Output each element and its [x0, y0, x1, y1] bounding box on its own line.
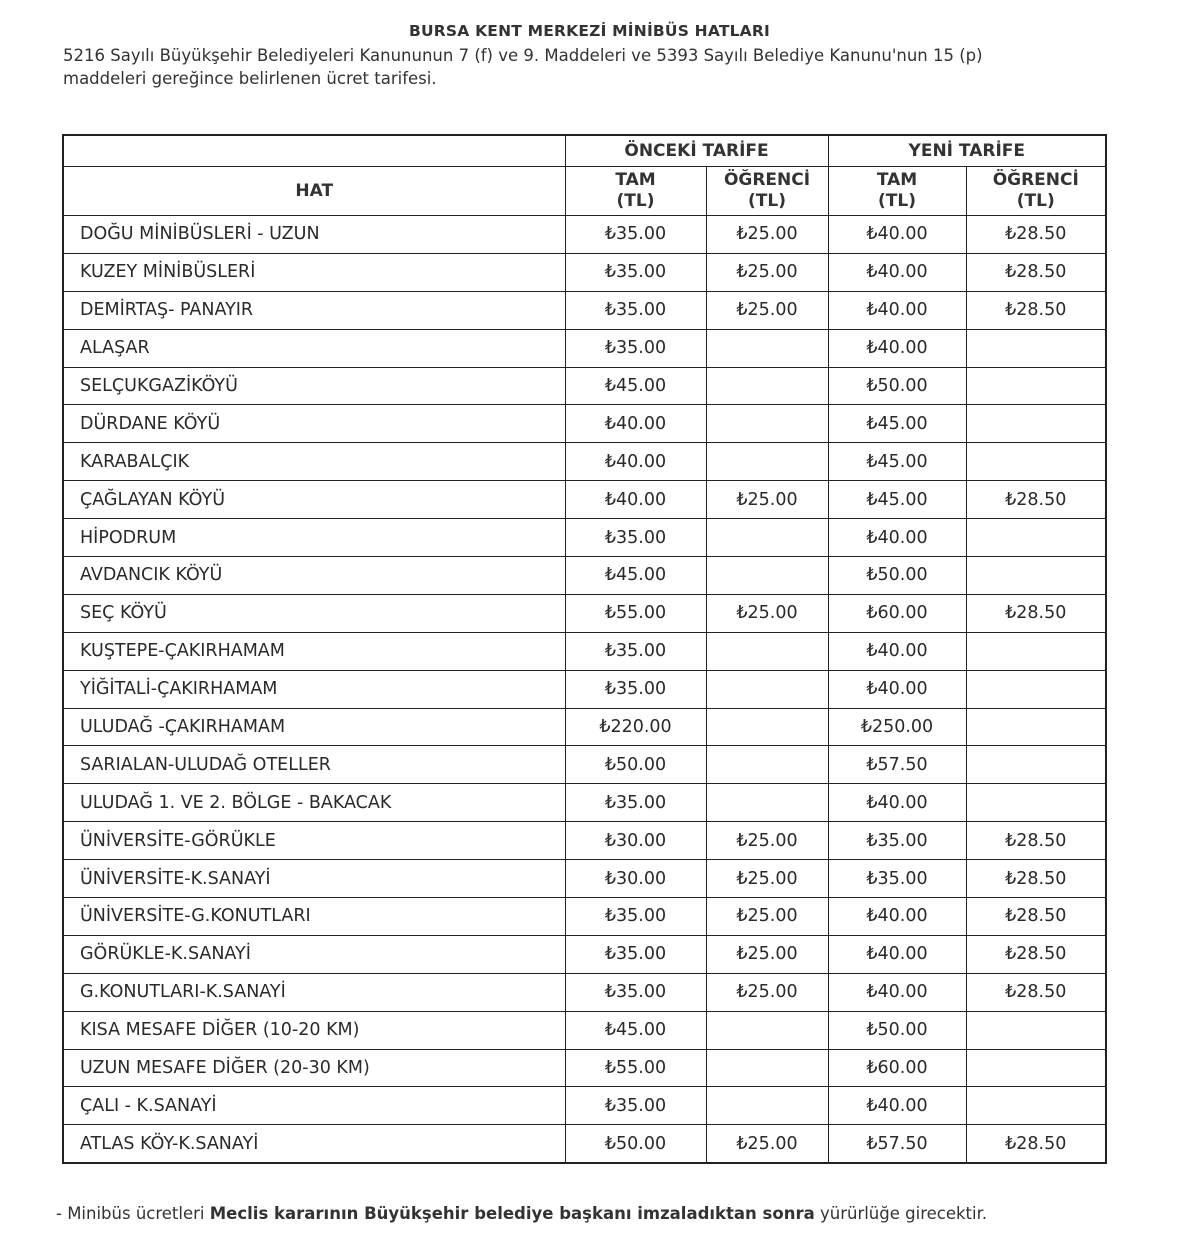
new-full-cell: ₺40.00 — [828, 291, 966, 329]
route-cell: KARABALÇIK — [63, 443, 565, 481]
header-row-columns — [63, 167, 1106, 216]
prev-student-cell — [706, 443, 828, 481]
new-full-cell: ₺40.00 — [828, 898, 966, 936]
prev-full-cell: ₺220.00 — [565, 708, 706, 746]
table-row — [63, 291, 1106, 329]
new-full-cell: ₺40.00 — [828, 519, 966, 557]
new-student-cell: ₺28.50 — [966, 594, 1106, 632]
prev-student-cell — [706, 1011, 828, 1049]
new-full-cell: ₺40.00 — [828, 784, 966, 822]
header-new-full-unit: (TL) — [878, 191, 916, 211]
new-full-cell: ₺40.00 — [828, 935, 966, 973]
prev-full-cell: ₺40.00 — [565, 443, 706, 481]
prev-full-cell: ₺35.00 — [565, 935, 706, 973]
table-row — [63, 822, 1106, 860]
route-cell: SELÇUKGAZİKÖYÜ — [63, 367, 565, 405]
new-full-cell: ₺40.00 — [828, 1087, 966, 1125]
table-row — [63, 405, 1106, 443]
table-row — [63, 443, 1106, 481]
header-new-student-label: ÖĞRENCİ — [992, 170, 1079, 190]
prev-student-cell: ₺25.00 — [706, 822, 828, 860]
route-cell: KUŞTEPE-ÇAKIRHAMAM — [63, 632, 565, 670]
header-new-full-label: TAM — [876, 170, 918, 190]
table-row — [63, 784, 1106, 822]
prev-student-cell: ₺25.00 — [706, 216, 828, 254]
prev-full-cell: ₺35.00 — [565, 291, 706, 329]
prev-student-cell — [706, 784, 828, 822]
route-cell: SARIALAN-ULUDAĞ OTELLER — [63, 746, 565, 784]
new-full-cell: ₺57.50 — [828, 746, 966, 784]
table-row — [63, 367, 1106, 405]
new-student-cell: ₺28.50 — [966, 935, 1106, 973]
header-new-student-unit: (TL) — [1016, 191, 1055, 211]
new-student-cell — [966, 708, 1106, 746]
header-new-full — [828, 167, 966, 216]
new-student-cell — [966, 746, 1106, 784]
new-student-cell — [966, 670, 1106, 708]
route-cell: DÜRDANE KÖYÜ — [63, 405, 565, 443]
table-row — [63, 481, 1106, 519]
new-student-cell — [966, 557, 1106, 595]
new-student-cell: ₺28.50 — [966, 1125, 1106, 1163]
tariff-body — [63, 216, 1106, 1164]
prev-full-cell: ₺35.00 — [565, 329, 706, 367]
new-full-cell: ₺45.00 — [828, 481, 966, 519]
prev-student-cell: ₺25.00 — [706, 481, 828, 519]
header-prev-full-label: TAM — [615, 170, 656, 190]
table-row — [63, 670, 1106, 708]
prev-full-cell: ₺55.00 — [565, 594, 706, 632]
new-student-cell: ₺28.50 — [966, 822, 1106, 860]
prev-student-cell — [706, 519, 828, 557]
table-row — [63, 935, 1106, 973]
table-row — [63, 1049, 1106, 1087]
prev-full-cell: ₺35.00 — [565, 216, 706, 254]
prev-student-cell — [706, 557, 828, 595]
table-row — [63, 708, 1106, 746]
new-student-cell — [966, 1011, 1106, 1049]
new-full-cell: ₺40.00 — [828, 632, 966, 670]
prev-full-cell: ₺35.00 — [565, 898, 706, 936]
table-row — [63, 746, 1106, 784]
route-cell: ÜNİVERSİTE-K.SANAYİ — [63, 860, 565, 898]
prev-student-cell — [706, 1049, 828, 1087]
prev-full-cell: ₺40.00 — [565, 405, 706, 443]
tariff-table — [62, 134, 1107, 1164]
new-full-cell: ₺60.00 — [828, 1049, 966, 1087]
prev-full-cell: ₺50.00 — [565, 1125, 706, 1163]
prev-student-cell — [706, 632, 828, 670]
prev-student-cell: ₺25.00 — [706, 291, 828, 329]
route-cell: ÜNİVERSİTE-G.KONUTLARI — [63, 898, 565, 936]
new-full-cell: ₺40.00 — [828, 216, 966, 254]
prev-full-cell: ₺35.00 — [565, 973, 706, 1011]
route-cell: HİPODRUM — [63, 519, 565, 557]
header-prev-student — [706, 167, 828, 216]
prev-full-cell: ₺35.00 — [565, 1087, 706, 1125]
footnote — [56, 1204, 1166, 1223]
new-student-cell — [966, 519, 1106, 557]
new-student-cell: ₺28.50 — [966, 253, 1106, 291]
prev-student-cell: ₺25.00 — [706, 898, 828, 936]
prev-student-cell — [706, 329, 828, 367]
new-full-cell: ₺40.00 — [828, 253, 966, 291]
route-cell: ATLAS KÖY-K.SANAYİ — [63, 1125, 565, 1163]
table-row — [63, 519, 1106, 557]
prev-student-cell — [706, 708, 828, 746]
new-student-cell: ₺28.50 — [966, 860, 1106, 898]
table-row — [63, 1125, 1106, 1163]
table-row — [63, 557, 1106, 595]
header-prev-full-unit: (TL) — [616, 191, 655, 211]
header-new-student — [966, 167, 1106, 216]
route-cell: DEMİRTAŞ- PANAYIR — [63, 291, 565, 329]
new-full-cell: ₺50.00 — [828, 557, 966, 595]
new-full-cell: ₺50.00 — [828, 1011, 966, 1049]
header-route: HAT — [63, 167, 565, 216]
new-student-cell: ₺28.50 — [966, 291, 1106, 329]
intro-paragraph — [63, 44, 1123, 90]
footnote-suffix: yürürlüğe girecektir. — [814, 1204, 988, 1223]
route-cell: ULUDAĞ -ÇAKIRHAMAM — [63, 708, 565, 746]
prev-full-cell: ₺35.00 — [565, 784, 706, 822]
prev-full-cell: ₺40.00 — [565, 481, 706, 519]
new-full-cell: ₺40.00 — [828, 670, 966, 708]
header-prev-student-label: ÖĞRENCİ — [723, 170, 811, 190]
table-row — [63, 860, 1106, 898]
new-student-cell — [966, 367, 1106, 405]
prev-student-cell: ₺25.00 — [706, 253, 828, 291]
prev-student-cell — [706, 1087, 828, 1125]
table-row — [63, 329, 1106, 367]
prev-student-cell — [706, 405, 828, 443]
new-full-cell: ₺250.00 — [828, 708, 966, 746]
prev-full-cell: ₺35.00 — [565, 670, 706, 708]
new-student-cell — [966, 405, 1106, 443]
footnote-bold: Meclis kararının Büyükşehir belediye başkanı imzaladıktan sonra — [209, 1204, 815, 1223]
route-cell: DOĞU MİNİBÜSLERİ - UZUN — [63, 216, 565, 254]
prev-full-cell: ₺45.00 — [565, 1011, 706, 1049]
route-cell: GÖRÜKLE-K.SANAYİ — [63, 935, 565, 973]
prev-full-cell: ₺50.00 — [565, 746, 706, 784]
table-row — [63, 973, 1106, 1011]
new-student-cell: ₺28.50 — [966, 973, 1106, 1011]
new-student-cell — [966, 632, 1106, 670]
route-cell: AVDANCIK KÖYÜ — [63, 557, 565, 595]
header-row-groups — [63, 135, 1106, 167]
intro-line-2: maddeleri gereğince belirlenen ücret tarifesi. — [63, 69, 437, 88]
prev-full-cell: ₺30.00 — [565, 860, 706, 898]
new-full-cell: ₺35.00 — [828, 822, 966, 860]
table-row — [63, 1087, 1106, 1125]
new-student-cell — [966, 443, 1106, 481]
footnote-prefix: - Minibüs ücretleri — [56, 1204, 210, 1223]
header-blank — [63, 135, 565, 167]
route-cell: ALAŞAR — [63, 329, 565, 367]
prev-full-cell: ₺30.00 — [565, 822, 706, 860]
prev-student-cell: ₺25.00 — [706, 860, 828, 898]
route-cell: ÜNİVERSİTE-GÖRÜKLE — [63, 822, 565, 860]
prev-student-cell: ₺25.00 — [706, 1125, 828, 1163]
route-cell: YİĞİTALİ-ÇAKIRHAMAM — [63, 670, 565, 708]
table-row — [63, 898, 1106, 936]
prev-student-cell: ₺25.00 — [706, 935, 828, 973]
new-full-cell: ₺35.00 — [828, 860, 966, 898]
new-student-cell: ₺28.50 — [966, 481, 1106, 519]
table-row — [63, 253, 1106, 291]
new-full-cell: ₺45.00 — [828, 443, 966, 481]
prev-student-cell — [706, 746, 828, 784]
prev-student-cell: ₺25.00 — [706, 594, 828, 632]
header-previous-tariff: ÖNCEKİ TARİFE — [565, 135, 828, 167]
route-cell: G.KONUTLARI-K.SANAYİ — [63, 973, 565, 1011]
new-student-cell: ₺28.50 — [966, 898, 1106, 936]
table-row — [63, 1011, 1106, 1049]
prev-full-cell: ₺35.00 — [565, 253, 706, 291]
new-student-cell — [966, 784, 1106, 822]
prev-full-cell: ₺45.00 — [565, 557, 706, 595]
prev-full-cell: ₺45.00 — [565, 367, 706, 405]
table-row — [63, 594, 1106, 632]
route-cell: UZUN MESAFE DİĞER (20-30 KM) — [63, 1049, 565, 1087]
new-student-cell: ₺28.50 — [966, 216, 1106, 254]
new-full-cell: ₺45.00 — [828, 405, 966, 443]
prev-student-cell — [706, 367, 828, 405]
header-prev-student-unit: (TL) — [748, 191, 786, 211]
prev-full-cell: ₺35.00 — [565, 632, 706, 670]
new-full-cell: ₺40.00 — [828, 329, 966, 367]
new-full-cell: ₺50.00 — [828, 367, 966, 405]
header-new-tariff: YENİ TARİFE — [828, 135, 1106, 167]
new-full-cell: ₺60.00 — [828, 594, 966, 632]
prev-full-cell: ₺35.00 — [565, 519, 706, 557]
route-cell: KUZEY MİNİBÜSLERİ — [63, 253, 565, 291]
table-row — [63, 216, 1106, 254]
route-cell: ÇALI - K.SANAYİ — [63, 1087, 565, 1125]
route-cell: SEÇ KÖYÜ — [63, 594, 565, 632]
table-row — [63, 632, 1106, 670]
prev-student-cell — [706, 670, 828, 708]
intro-line-1: 5216 Sayılı Büyükşehir Belediyeleri Kanununun 7 (f) ve 9. Maddeleri ve 5393 Sayılı Belediye Kanunu'nun 15 (p) — [63, 46, 983, 65]
new-student-cell — [966, 329, 1106, 367]
new-student-cell — [966, 1087, 1106, 1125]
prev-full-cell: ₺55.00 — [565, 1049, 706, 1087]
new-full-cell: ₺57.50 — [828, 1125, 966, 1163]
route-cell: KISA MESAFE DİĞER (10-20 KM) — [63, 1011, 565, 1049]
new-student-cell — [966, 1049, 1106, 1087]
route-cell: ÇAĞLAYAN KÖYÜ — [63, 481, 565, 519]
route-cell: ULUDAĞ 1. VE 2. BÖLGE - BAKACAK — [63, 784, 565, 822]
header-prev-full — [565, 167, 706, 216]
document-title: BURSA KENT MERKEZİ MİNİBÜS HATLARI — [409, 22, 770, 40]
new-full-cell: ₺40.00 — [828, 973, 966, 1011]
prev-student-cell: ₺25.00 — [706, 973, 828, 1011]
